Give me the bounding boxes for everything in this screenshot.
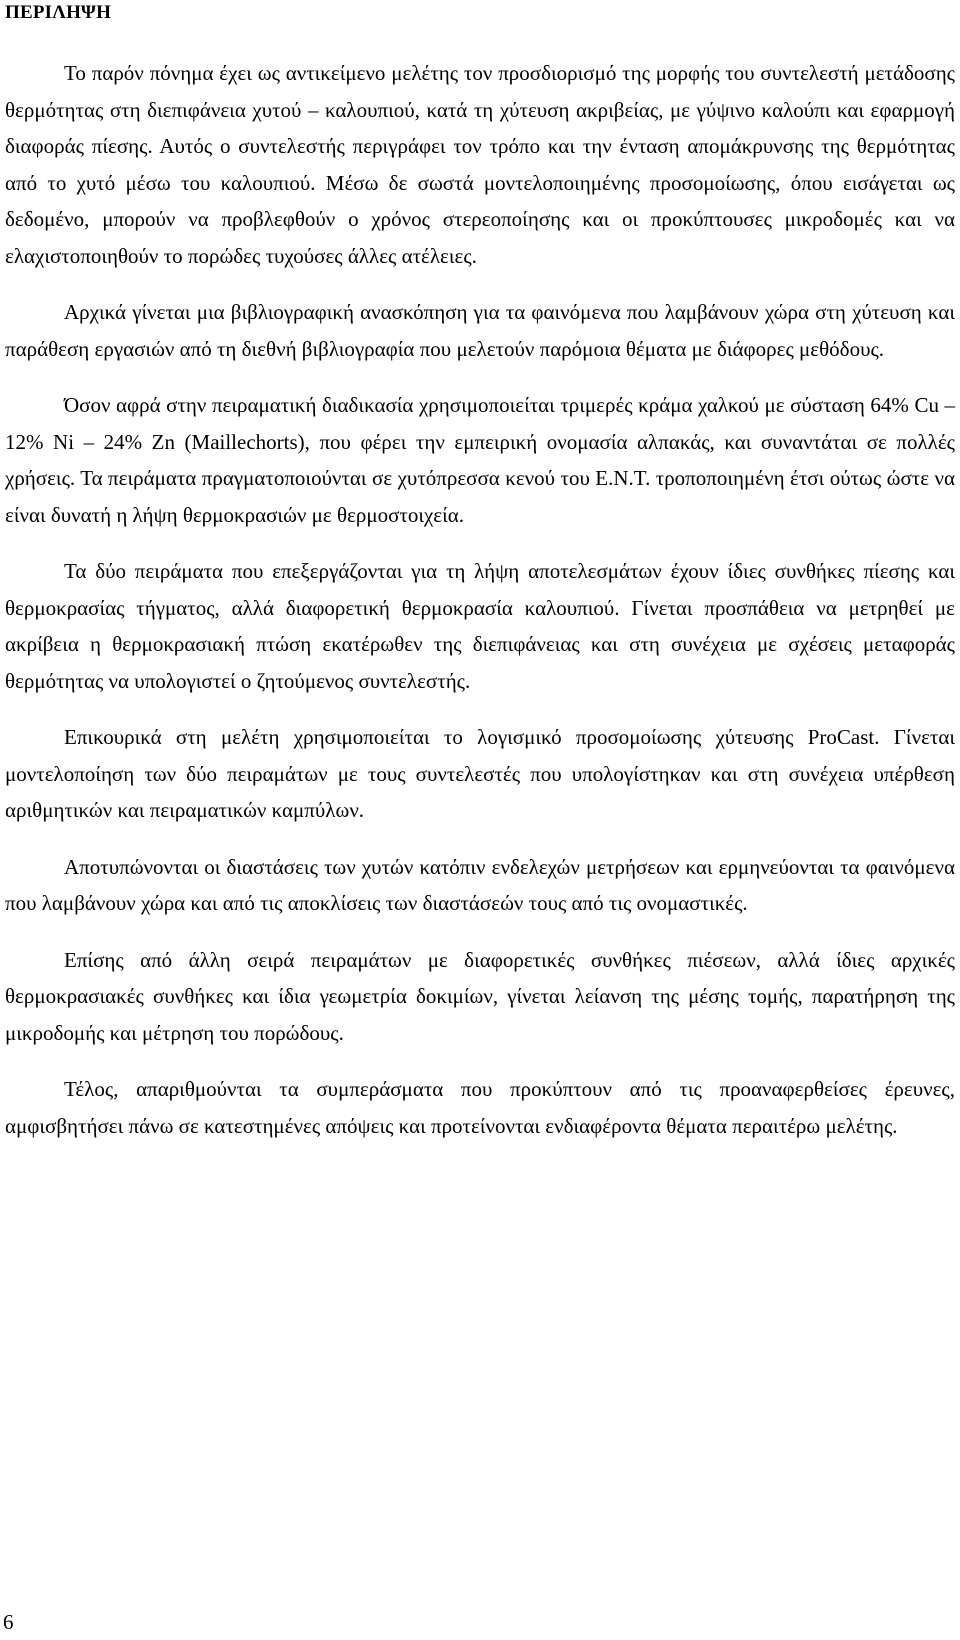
- paragraph: Επικουρικά στη μελέτη χρησιμοποιείται το λογισμικό προσομοίωσης χύτευσης ProCast. Γίνεται μοντελοποίηση των δύο πειραμάτων με τους συντελεστές που υπολογίστηκαν και στη συνέχεια υπέρθεση αριθμητικών και πειραματικών καμπύλων.: [5, 725, 955, 822]
- paragraph: Αρχικά γίνεται μια βιβλιογραφική ανασκόπηση για τα φαινόμενα που λαμβάνουν χώρα στη χύτευση και παράθεση εργασιών από τη διεθνή βιβλιογραφία που μελετούν παρόμοια θέματα με διάφορες μεθόδους.: [5, 300, 955, 361]
- page-number: 6: [3, 1610, 14, 1634]
- paragraph: Το παρόν πόνημα έχει ως αντικείμενο μελέτης τον προσδιορισμό της μορφής του συντελεστή μετάδοσης θερμότητας στη διεπιφάνεια χυτού – καλουπιού, κατά τη χύτευση ακριβείας, με γύψινο καλούπι και εφαρμογή διαφοράς πίεσης. Αυτός ο συντελεστής περιγράφει τον τρόπο και την ένταση απομάκρυνσης της θερμότητας από το χυτό μέσω του καλουπιού. Μέσω δε σωστά μοντελοποιημένης προσομοίωσης, όπου εισάγεται ως δεδομένο, μπορούν να προβλεφθούν ο χρόνος στερεοποίησης και οι προκύπτουσες μικροδομές και να ελαχιστοποιηθούν το πορώδες τυχούσες άλλες ατέλειες.: [5, 61, 955, 268]
- paragraph: Αποτυπώνονται οι διαστάσεις των χυτών κατόπιν ενδελεχών μετρήσεων και ερμηνεύονται τα φαινόμενα που λαμβάνουν χώρα και από τις αποκλίσεις των διαστάσεών τους από τις ονομαστικές.: [5, 854, 955, 915]
- paragraph: Επίσης από άλλη σειρά πειραμάτων με διαφορετικές συνθήκες πιέσεων, αλλά ίδιες αρχικές θερμοκρασιακές συνθήκες και ίδια γεωμετρία δοκιμίων, γίνεται λείανση της μέσης τομής, παρατήρηση της μικροδομής και μέτρηση του πορώδους.: [5, 947, 955, 1045]
- paragraph: Τα δύο πειράματα που επεξεργάζονται για τη λήψη αποτελεσμάτων έχουν ίδιες συνθήκες πίεσης και θερμοκρασίας τήγματος, αλλά διαφορετική θερμοκρασία καλουπιού. Γίνεται προσπάθεια να μετρηθεί με ακρίβεια η θερμοκρασιακή πτώση εκατέρωθεν της διεπιφάνειας και στη συνέχεια με σχέσεις μεταφοράς θερμότητας να υπολογιστεί ο ζητούμενος συντελεστής.: [5, 559, 955, 693]
- abstract-body: [5, 55, 955, 1164]
- paragraph: Όσον αφρά στην πειραματική διαδικασία χρησιμοποιείται τριμερές κράμα χαλκού με σύσταση 64% Cu – 12% Ni – 24% Zn (Maillechorts), που φέρει την εμπειρική ονομασία αλπακάς, και συναντάται σε πολλές χρήσεις. Τα πειράματα πραγματοποιούνται σε χυτόπρεσσα κενού του Ε.Ν.Τ. τροποποιημένη έτσι ούτως ώστε να είναι δυνατή η λήψη θερμοκρασιών με θερμοστοιχεία.: [5, 393, 955, 527]
- page-heading: ΠΕΡΙΛΗΨΗ: [5, 2, 112, 23]
- paragraph: Τέλος, απαριθμούνται τα συμπεράσματα που προκύπτουν από τις προαναφερθείσες έρευνες, αμφισβητήσει πάνω σε κατεστημένες απόψεις και προτείνονται ενδιαφέροντα θέματα περαιτέρω μελέτης.: [5, 1077, 955, 1138]
